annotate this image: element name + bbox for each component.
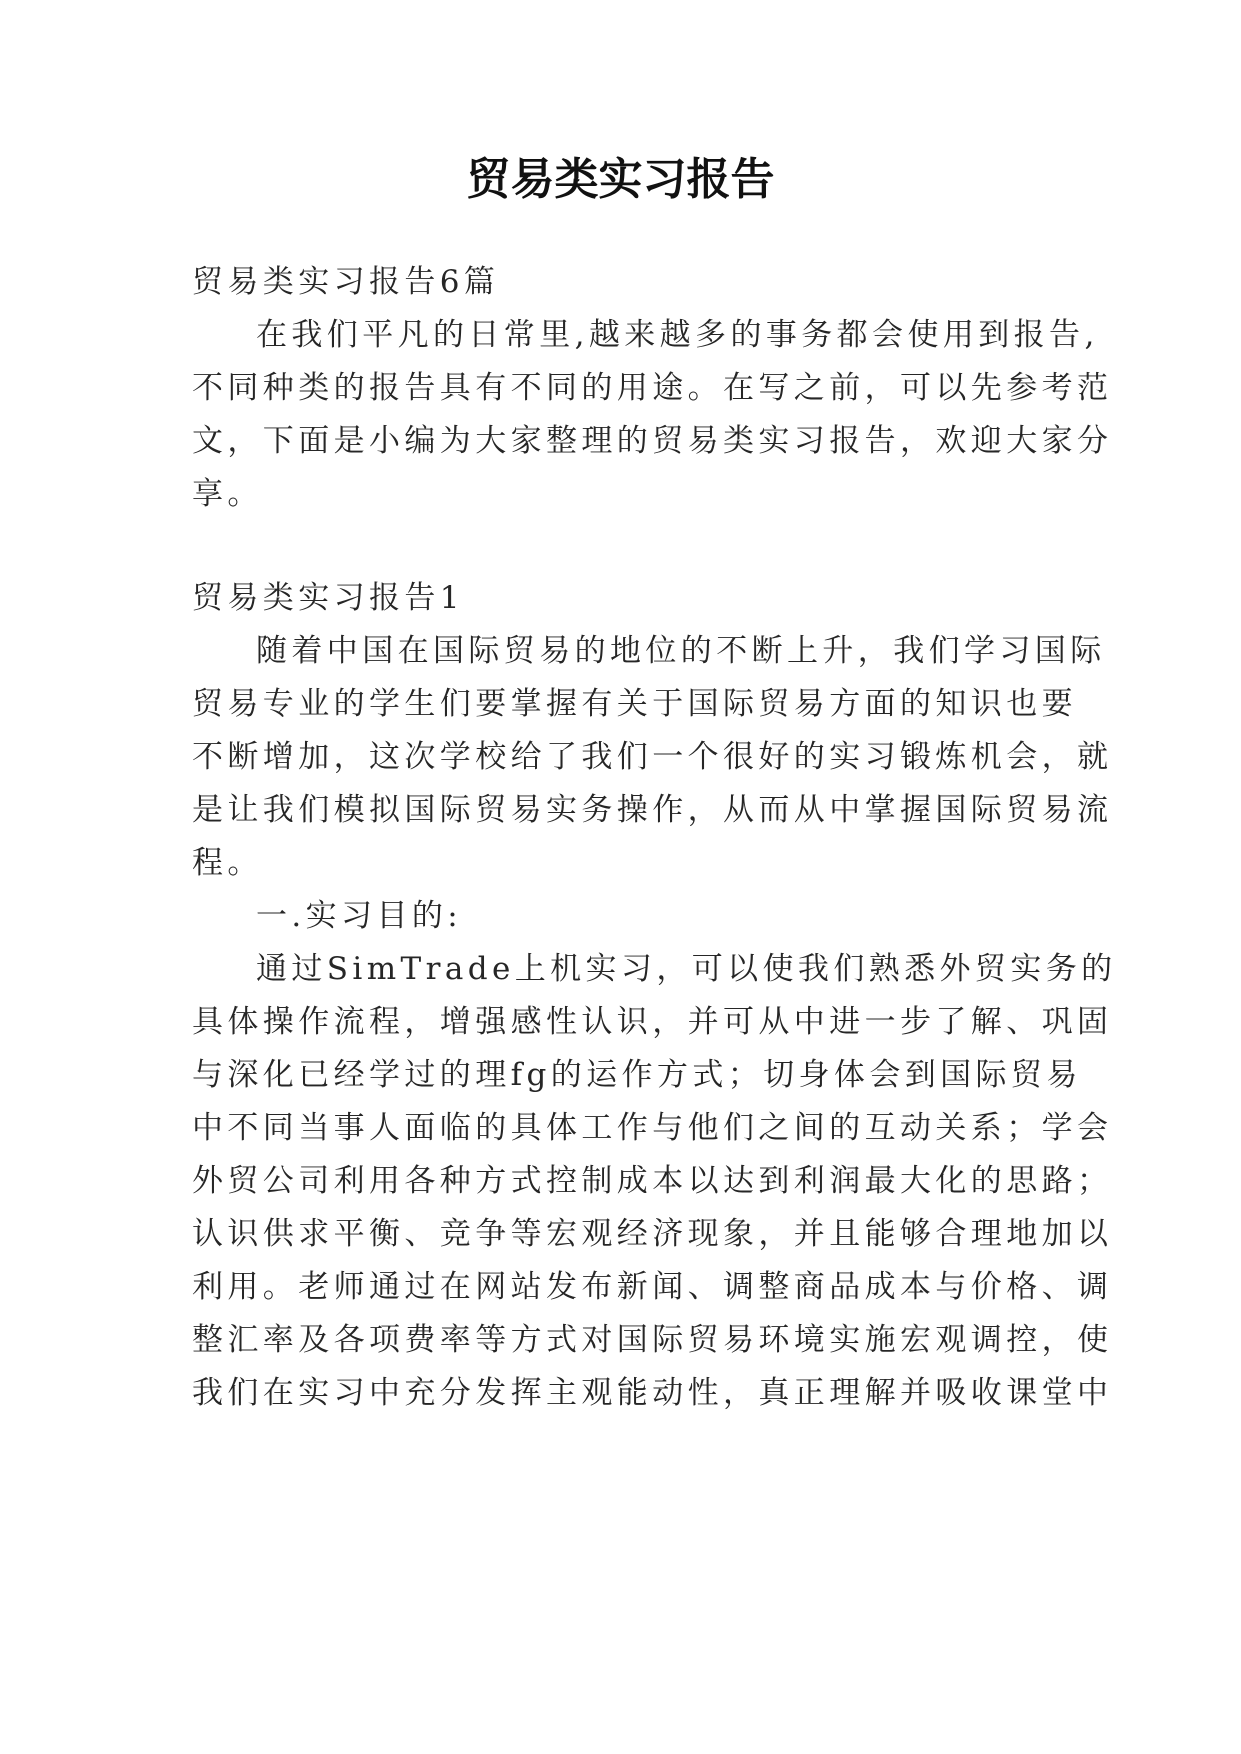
paragraph-line: 贸易专业的学生们要掌握有关于国际贸易方面的知识也要 bbox=[192, 686, 1077, 722]
paragraph-line: 是让我们模拟国际贸易实务操作，从而从中掌握国际贸易流 bbox=[192, 792, 1113, 828]
paragraph-line: 我们在实习中充分发挥主观能动性，真正理解并吸收课堂中 bbox=[192, 1375, 1113, 1411]
paragraph-line: 具体操作流程，增强感性认识，并可从中进一步了解、巩固 bbox=[192, 1004, 1113, 1040]
item-heading: 一.实习目的: bbox=[256, 898, 463, 934]
paragraph-line: 认识供求平衡、竞争等宏观经济现象，并且能够合理地加以 bbox=[192, 1216, 1113, 1252]
intro-line: 在我们平凡的日常里,越来越多的事务都会使用到报告, bbox=[256, 317, 1099, 353]
paragraph-line: 通过SimTrade上机实习，可以使我们熟悉外贸实务的 bbox=[256, 951, 1117, 987]
paragraph-line: 不断增加，这次学校给了我们一个很好的实习锻炼机会，就 bbox=[192, 739, 1113, 775]
intro-line: 不同种类的报告具有不同的用途。在写之前，可以先参考范 bbox=[192, 370, 1113, 406]
document-subtitle: 贸易类实习报告6篇 bbox=[192, 264, 500, 300]
paragraph-line: 程。 bbox=[192, 845, 263, 881]
paragraph-line: 利用。老师通过在网站发布新闻、调整商品成本与价格、调 bbox=[192, 1269, 1113, 1305]
document-title: 贸易类实习报告 bbox=[466, 154, 775, 205]
section-heading: 贸易类实习报告1 bbox=[192, 580, 464, 616]
paragraph-line: 外贸公司利用各种方式控制成本以达到利润最大化的思路； bbox=[192, 1163, 1113, 1199]
paragraph-line: 整汇率及各项费率等方式对国际贸易环境实施宏观调控，使 bbox=[192, 1322, 1113, 1358]
intro-line: 享。 bbox=[192, 476, 263, 512]
intro-line: 文，下面是小编为大家整理的贸易类实习报告，欢迎大家分 bbox=[192, 423, 1113, 459]
paragraph-line: 随着中国在国际贸易的地位的不断上升，我们学习国际 bbox=[256, 633, 1106, 669]
paragraph-line: 与深化已经学过的理fg的运作方式；切身体会到国际贸易 bbox=[192, 1057, 1082, 1093]
paragraph-line: 中不同当事人面临的具体工作与他们之间的互动关系；学会 bbox=[192, 1110, 1113, 1146]
